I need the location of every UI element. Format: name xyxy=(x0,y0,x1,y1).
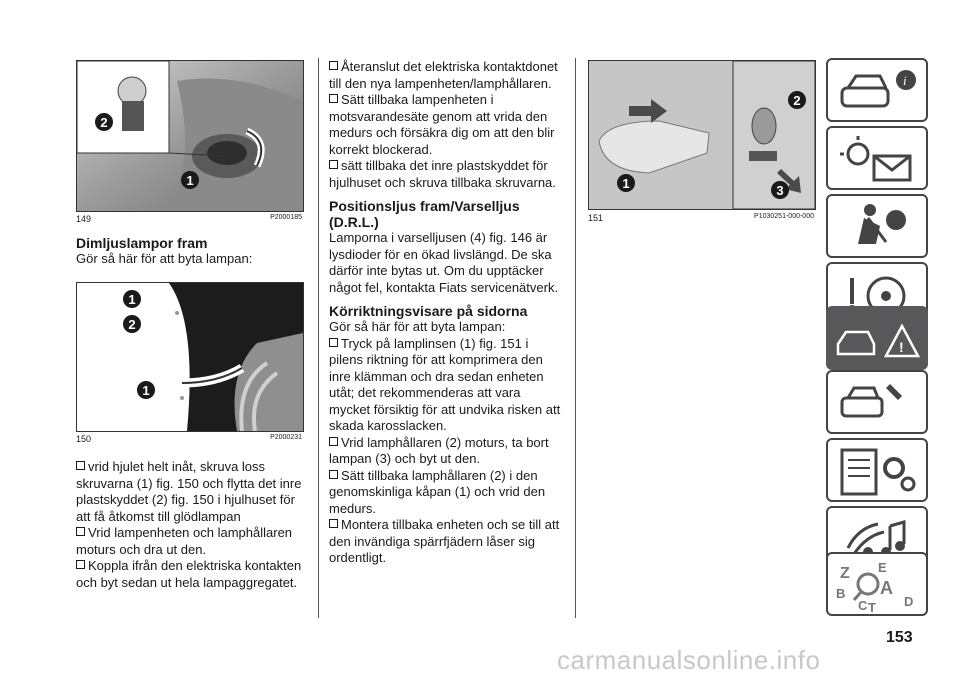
safety-airbag-icon[interactable] xyxy=(826,194,928,258)
index-letter: D xyxy=(904,594,914,609)
index-letter: T xyxy=(868,600,876,615)
figure-149 xyxy=(76,60,304,212)
checkbox-bullet-icon xyxy=(76,461,85,470)
checkbox-bullet-icon xyxy=(329,338,338,347)
index-icon[interactable] xyxy=(826,552,928,616)
callout-1: 1 xyxy=(123,290,141,308)
callout-2: 2 xyxy=(788,91,806,109)
figure-code: P2000231 xyxy=(270,434,302,441)
figure-number: 151 xyxy=(588,213,604,223)
warning-lights-icon[interactable] xyxy=(826,126,928,190)
figure-number: 149 xyxy=(76,214,92,224)
callout-1: 1 xyxy=(137,381,155,399)
figure-151 xyxy=(588,60,816,210)
figure-151-caption xyxy=(588,213,814,223)
figure-149-caption xyxy=(76,214,302,224)
checkbox-bullet-icon xyxy=(76,560,85,569)
page-number: 153 xyxy=(886,629,913,646)
column-divider xyxy=(318,58,319,618)
svg-text:i: i xyxy=(903,73,907,88)
section-heading: Dimljuslampor fram xyxy=(76,235,208,251)
watermark: carmanualsonline.info xyxy=(557,645,821,675)
checkbox-bullet-icon xyxy=(76,527,85,536)
index-letter: C xyxy=(858,598,868,613)
index-letter: E xyxy=(878,560,887,575)
callout-3: 3 xyxy=(771,181,789,199)
section-heading: Positionsljus fram/Varselljus (D.R.L.) xyxy=(329,198,520,230)
column-1-text-top xyxy=(76,235,306,268)
step-item: Vrid lamphållaren (2) moturs, ta bort lampan (3) och byt ut den. xyxy=(329,434,549,466)
index-letter: Z xyxy=(840,565,850,582)
column-1-steps xyxy=(76,459,308,591)
step-item: Sätt tillbaka lamphållaren (2) i den genomskinliga kåpan (1) och vrid den medurs. xyxy=(329,467,546,516)
column-2-text xyxy=(329,59,565,567)
checkbox-bullet-icon xyxy=(329,160,338,169)
intro-text: Gör så här för att byta lampan: xyxy=(76,251,253,266)
paragraph: Lamporna i varselljusen (4) fig. 146 är lysdioder för en ökad livslängd. De ska därför inte bytas ut. Om du upptäcker något fel, kontakta Fiats servicenätverk. xyxy=(329,230,559,295)
step-item: Vrid lampenheten och lamphållaren moturs och dra ut den. xyxy=(76,525,293,557)
figure-150 xyxy=(76,282,304,432)
step-item: sätt tillbaka det inre plastskyddet för hjulhuset och skruva tillbaka skruvarna. xyxy=(329,158,556,190)
intro-text: Gör så här för att byta lampan: xyxy=(329,319,506,334)
callout-1: 1 xyxy=(181,171,199,189)
callout-2: 2 xyxy=(95,113,113,131)
index-letter: A xyxy=(880,578,893,598)
checkbox-bullet-icon xyxy=(329,470,338,479)
step-item: Återanslut det elektriska kontaktdonet till den nya lampenheten/lamphållaren. xyxy=(329,59,558,91)
checkbox-bullet-icon xyxy=(329,61,338,70)
step-item: vrid hjulet helt inåt, skruva loss skruvarna (1) fig. 150 och flytta det inre plastskyddet (2) fig. 150 i hjulhuset för att få åtkomst till glödlampan xyxy=(76,459,302,524)
step-item: Tryck på lamplinsen (1) fig. 151 i pilens riktning för att komprimera den inre klämman och dra sedan enheten utåt; det rekommenderas att vara mycket försiktig för att undvika risken att skada karosslacken. xyxy=(329,335,561,433)
step-item: Koppla ifrån den elektriska kontakten och byt sedan ut hela lampaggregatet. xyxy=(76,558,302,590)
maintenance-icon[interactable] xyxy=(826,370,928,434)
checkbox-bullet-icon xyxy=(329,437,338,446)
section-heading: Körriktningsvisare på sidorna xyxy=(329,303,528,319)
figure-code: P2000185 xyxy=(270,214,302,221)
callout-2: 2 xyxy=(123,315,141,333)
checkbox-bullet-icon xyxy=(329,519,338,528)
step-item: Sätt tillbaka lampenheten i motsvarandesäte genom att vrida den medurs och försäkra dig om att den blir korrekt blockerad. xyxy=(329,92,555,157)
emergency-icon[interactable] xyxy=(826,306,928,370)
column-divider xyxy=(575,58,576,618)
figure-code: P1030251-000-000 xyxy=(754,213,814,220)
callout-1: 1 xyxy=(617,174,635,192)
index-letter: B xyxy=(836,586,846,601)
car-info-icon[interactable] xyxy=(826,58,928,122)
figure-150-caption xyxy=(76,434,302,444)
technical-data-icon[interactable] xyxy=(826,438,928,502)
svg-text:!: ! xyxy=(899,339,904,355)
figure-number: 150 xyxy=(76,434,92,444)
checkbox-bullet-icon xyxy=(329,94,338,103)
step-item: Montera tillbaka enheten och se till att den invändiga spärrfjädern låser sig ordentligt. xyxy=(329,517,560,565)
